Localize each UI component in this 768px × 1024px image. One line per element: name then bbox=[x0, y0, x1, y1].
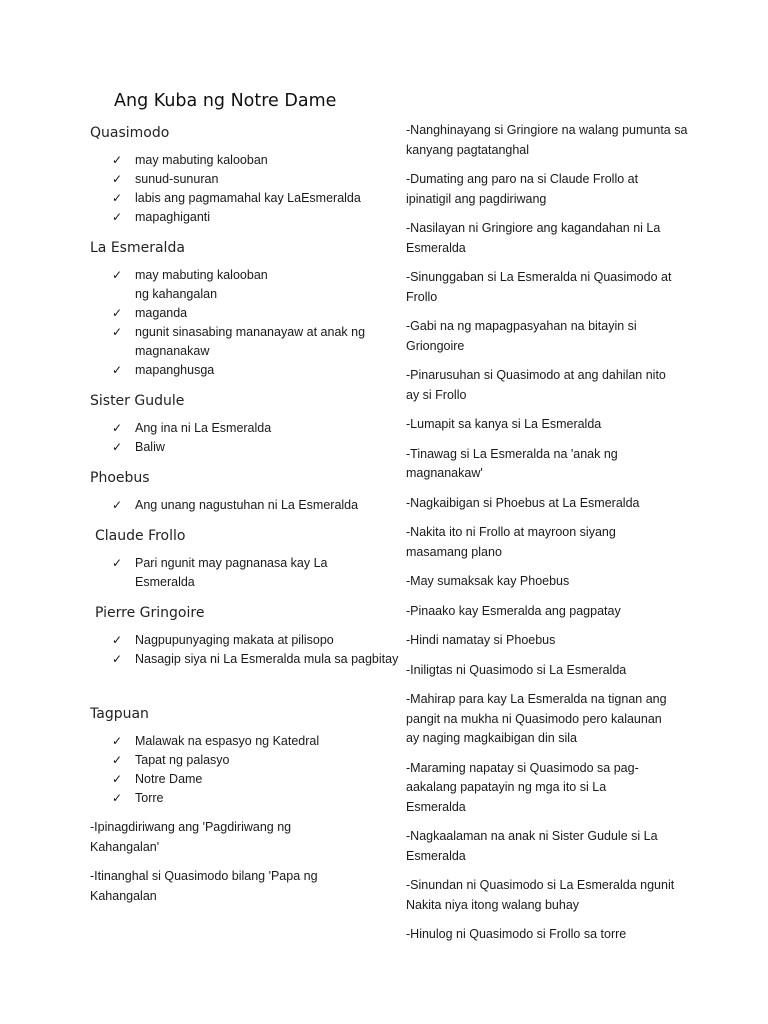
event-paragraph: -Nasilayan ni Gringiore ang kagandahan ni La Esmeralda bbox=[406, 221, 661, 255]
heading-claude-frollo: Claude Frollo bbox=[95, 528, 186, 544]
list-item: ✓ Tapat ng palasyo bbox=[90, 751, 380, 770]
list-pierre-gringoire bbox=[90, 631, 399, 669]
checkmark-icon: ✓ bbox=[112, 325, 123, 339]
checkmark-icon: ✓ bbox=[112, 268, 123, 282]
event-paragraph: -Pinarusuhan si Quasimodo at ang dahilan nito ay si Frollo bbox=[406, 368, 666, 402]
checkmark-icon: ✓ bbox=[112, 210, 123, 224]
checkmark-icon: ✓ bbox=[112, 753, 123, 767]
list-claude-frollo bbox=[90, 554, 380, 592]
list-la-esmeralda bbox=[90, 266, 380, 380]
checkmark-icon: ✓ bbox=[112, 556, 123, 570]
list-item: ✓ Ang ina ni La Esmeralda bbox=[90, 419, 380, 438]
checkmark-icon: ✓ bbox=[112, 421, 123, 435]
heading-tagpuan: Tagpuan bbox=[90, 706, 149, 722]
event-paragraph: -Maraming napatay si Quasimodo sa pag-aakalang papatayin ng mga ito si La Esmeralda bbox=[406, 760, 639, 814]
list-item: ✓ Torre bbox=[90, 789, 380, 808]
event-paragraph: -May sumaksak kay Phoebus bbox=[406, 574, 570, 588]
list-item: ✓ mapaghiganti bbox=[90, 208, 380, 227]
event-paragraph: -Nagkaalaman na anak ni Sister Gudule si La Esmeralda bbox=[406, 829, 658, 863]
list-item: ✓ may mabuting kalooban ng kahangalan bbox=[112, 268, 268, 301]
checkmark-icon: ✓ bbox=[112, 306, 123, 320]
event-paragraph: -Mahirap para kay La Esmeralda na tignan ang pangit na mukha ni Quasimodo pero kalaunan ay naging magkaibigan din sila bbox=[406, 692, 667, 745]
checkmark-icon: ✓ bbox=[112, 440, 123, 454]
event-paragraph: -Itinanghal si Quasimodo bilang 'Papa ng Kahangalan bbox=[90, 869, 318, 903]
event-paragraph: -Lumapit sa kanya si La Esmeralda bbox=[406, 417, 602, 431]
list-item: ✓ ngunit sinasabing mananayaw at anak ng magnanakaw bbox=[112, 325, 366, 358]
document-title: Ang Kuba ng Notre Dame bbox=[114, 91, 337, 111]
list-item: ✓ Malawak na espasyo ng Katedral bbox=[90, 732, 380, 751]
event-paragraph: -Nanghinayang si Gringiore na walang pumunta sa kanyang pagtatanghal bbox=[406, 123, 688, 157]
list-phoebus bbox=[90, 496, 380, 515]
list-item: ✓ Ang unang nagustuhan ni La Esmeralda bbox=[90, 496, 380, 515]
heading-phoebus: Phoebus bbox=[90, 470, 150, 486]
checkmark-icon: ✓ bbox=[112, 363, 123, 377]
event-paragraph: -Nagkaibigan si Phoebus at La Esmeralda bbox=[406, 495, 640, 510]
event-paragraph: -Hindi namatay si Phoebus bbox=[406, 633, 556, 647]
checkmark-icon: ✓ bbox=[112, 734, 123, 748]
event-paragraph: -Sinunggaban si La Esmeralda ni Quasimodo at Frollo bbox=[406, 270, 672, 304]
event-paragraph: -Sinundan ni Quasimodo si La Esmeralda ngunit Nakita niya itong walang buhay bbox=[406, 878, 675, 912]
list-tagpuan bbox=[90, 732, 380, 808]
list-item: ✓ Baliw bbox=[90, 438, 380, 457]
checkmark-icon: ✓ bbox=[112, 172, 123, 186]
checkmark-icon: ✓ bbox=[112, 652, 123, 666]
checkmark-icon: ✓ bbox=[112, 191, 123, 205]
right-column bbox=[406, 121, 706, 955]
list-quasimodo bbox=[90, 151, 380, 227]
heading-sister-gudule: Sister Gudule bbox=[90, 393, 185, 409]
list-item: ✓ mapanghusga bbox=[90, 361, 380, 380]
list-item: ✓ may mabuting kalooban bbox=[90, 151, 380, 170]
event-paragraph: -Hinulog ni Quasimodo si Frollo sa torre bbox=[406, 927, 627, 941]
list-item: ✓ Nasagip siya ni La Esmeralda mula sa pagbitay bbox=[90, 650, 405, 669]
list-sister-gudule bbox=[90, 419, 380, 457]
event-paragraph: -Nakita ito ni Frollo at mayroon siyang masamang plano bbox=[406, 525, 616, 559]
list-item: ✓ maganda bbox=[90, 304, 380, 323]
event-paragraph: -Dumating ang paro na si Claude Frollo at ipinatigil ang pagdiriwang bbox=[406, 172, 639, 206]
checkmark-icon: ✓ bbox=[112, 791, 123, 805]
heading-pierre-gringoire: Pierre Gringoire bbox=[95, 605, 205, 621]
checkmark-icon: ✓ bbox=[112, 153, 123, 167]
list-item: ✓ labis ang pagmamahal kay LaEsmeralda bbox=[90, 189, 380, 208]
checkmark-icon: ✓ bbox=[112, 633, 123, 647]
event-paragraph: -Pinaako kay Esmeralda ang pagpatay bbox=[406, 603, 621, 618]
event-paragraph: -Ipinagdiriwang ang 'Pagdiriwang ng Kahangalan' bbox=[90, 820, 292, 854]
list-item: ✓ Nagpupunyaging makata at pilisopo bbox=[90, 631, 380, 650]
list-item: ✓ Pari ngunit may pagnanasa kay La Esmeralda bbox=[112, 556, 328, 589]
left-column bbox=[90, 121, 399, 906]
list-item: ✓ sunud-sunuran bbox=[90, 170, 380, 189]
heading-la-esmeralda: La Esmeralda bbox=[90, 240, 185, 256]
checkmark-icon: ✓ bbox=[112, 498, 123, 512]
event-paragraph: -Iniligtas ni Quasimodo si La Esmeralda bbox=[406, 662, 627, 677]
checkmark-icon: ✓ bbox=[112, 772, 123, 786]
event-paragraph: -Tinawag si La Esmeralda na 'anak ng magnanakaw' bbox=[406, 446, 618, 480]
event-paragraph: -Gabi na ng mapagpasyahan na bitayin si Griongoire bbox=[406, 319, 637, 353]
heading-quasimodo: Quasimodo bbox=[90, 125, 170, 141]
list-item: ✓ Notre Dame bbox=[90, 770, 380, 789]
